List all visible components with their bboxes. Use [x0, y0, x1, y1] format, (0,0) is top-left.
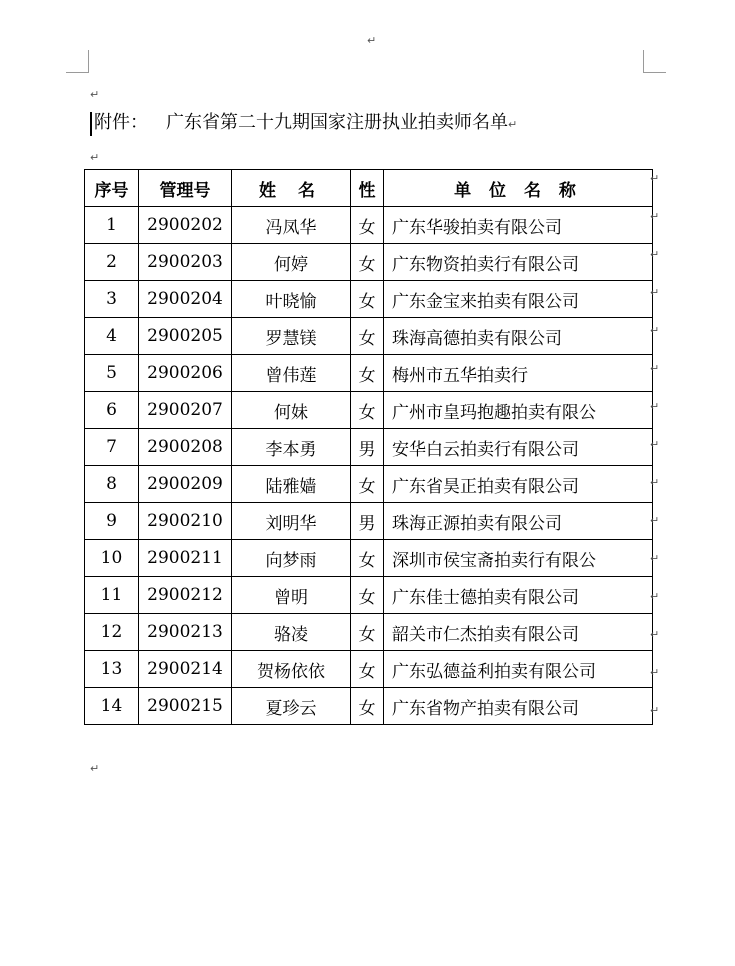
header-paragraph-mark: ↵ [367, 34, 377, 47]
row-end-mark: ↵ [650, 400, 660, 413]
row-sex[interactable]: 男 [351, 503, 384, 540]
table-row [85, 355, 653, 392]
header-sex: 性 [351, 170, 384, 207]
row-index[interactable]: 2 [85, 244, 139, 281]
row-name[interactable]: 陆雅嫱 [232, 466, 351, 503]
row-name[interactable]: 何妹 [232, 392, 351, 429]
row-name[interactable]: 曾伟莲 [232, 355, 351, 392]
table-row [85, 392, 653, 429]
row-end-mark: ↵ [650, 324, 660, 337]
row-sex[interactable]: 男 [351, 429, 384, 466]
row-name[interactable]: 夏珍云 [232, 688, 351, 725]
row-index[interactable]: 4 [85, 318, 139, 355]
row-end-mark: ↵ [650, 590, 660, 603]
header-unit: 单 位 名 称 [384, 170, 653, 207]
row-code[interactable]: 2900205 [139, 318, 232, 355]
row-sex[interactable]: 女 [351, 318, 384, 355]
row-index[interactable]: 3 [85, 281, 139, 318]
table-row [85, 466, 653, 503]
row-code[interactable]: 2900214 [139, 651, 232, 688]
row-index[interactable]: 12 [85, 614, 139, 651]
row-end-mark: ↵ [650, 210, 660, 223]
row-index[interactable]: 5 [85, 355, 139, 392]
row-unit[interactable]: 广州市皇玛抱趣拍卖有限公 [384, 392, 653, 429]
header-code: 管理号 [139, 170, 232, 207]
row-sex[interactable]: 女 [351, 207, 384, 244]
row-sex[interactable]: 女 [351, 651, 384, 688]
row-code[interactable]: 2900207 [139, 392, 232, 429]
margin-corner-top-right [643, 50, 666, 73]
table-row [85, 614, 653, 651]
row-code[interactable]: 2900206 [139, 355, 232, 392]
table-row [85, 577, 653, 614]
header-name: 姓 名 [232, 170, 351, 207]
row-name[interactable]: 骆凌 [232, 614, 351, 651]
row-sex[interactable]: 女 [351, 577, 384, 614]
row-name[interactable]: 向梦雨 [232, 540, 351, 577]
row-sex[interactable]: 女 [351, 281, 384, 318]
row-name[interactable]: 冯凤华 [232, 207, 351, 244]
row-end-mark: ↵ [650, 438, 660, 451]
row-sex[interactable]: 女 [351, 466, 384, 503]
row-unit[interactable]: 安华白云拍卖行有限公司 [384, 429, 653, 466]
table-row [85, 688, 653, 725]
table-header-row [85, 170, 653, 207]
row-sex[interactable]: 女 [351, 688, 384, 725]
row-end-mark: ↵ [650, 514, 660, 527]
row-unit[interactable]: 广东省昊正拍卖有限公司 [384, 466, 653, 503]
row-unit[interactable]: 广东金宝来拍卖有限公司 [384, 281, 653, 318]
row-end-mark: ↵ [650, 666, 660, 679]
row-unit[interactable]: 广东省物产拍卖有限公司 [384, 688, 653, 725]
row-index[interactable]: 8 [85, 466, 139, 503]
row-code[interactable]: 2900202 [139, 207, 232, 244]
row-unit[interactable]: 广东佳士德拍卖有限公司 [384, 577, 653, 614]
row-end-mark: ↵ [650, 552, 660, 565]
row-index[interactable]: 6 [85, 392, 139, 429]
attachment-label: 附件： [94, 112, 148, 133]
row-code[interactable]: 2900210 [139, 503, 232, 540]
row-index[interactable]: 1 [85, 207, 139, 244]
row-code[interactable]: 2900211 [139, 540, 232, 577]
paragraph-mark: ↵ [508, 118, 518, 131]
row-end-mark: ↵ [650, 476, 660, 489]
paragraph-mark: ↵ [90, 151, 100, 164]
row-name[interactable]: 贺杨依依 [232, 651, 351, 688]
row-code[interactable]: 2900204 [139, 281, 232, 318]
table-row [85, 429, 653, 466]
table-row [85, 244, 653, 281]
registrant-table [84, 169, 653, 725]
row-index[interactable]: 9 [85, 503, 139, 540]
row-index[interactable]: 14 [85, 688, 139, 725]
row-name[interactable]: 罗慧镁 [232, 318, 351, 355]
row-end-mark: ↵ [650, 628, 660, 641]
row-unit[interactable]: 珠海高德拍卖有限公司 [384, 318, 653, 355]
row-index[interactable]: 10 [85, 540, 139, 577]
row-sex[interactable]: 女 [351, 355, 384, 392]
row-code[interactable]: 2900212 [139, 577, 232, 614]
paragraph-mark: ↵ [90, 88, 100, 101]
table-row [85, 651, 653, 688]
row-code[interactable]: 2900209 [139, 466, 232, 503]
table-row [85, 281, 653, 318]
row-unit[interactable]: 韶关市仁杰拍卖有限公司 [384, 614, 653, 651]
row-index[interactable]: 11 [85, 577, 139, 614]
row-sex[interactable]: 女 [351, 392, 384, 429]
row-name[interactable]: 刘明华 [232, 503, 351, 540]
row-unit[interactable]: 深圳市侯宝斋拍卖行有限公 [384, 540, 653, 577]
row-end-mark: ↵ [650, 362, 660, 375]
row-unit[interactable]: 梅州市五华拍卖行 [384, 355, 653, 392]
margin-corner-top-left [66, 50, 89, 73]
title-text: 广东省第二十九期国家注册执业拍卖师名单 [166, 112, 508, 133]
table-row [85, 318, 653, 355]
row-end-mark: ↵ [650, 286, 660, 299]
row-name[interactable]: 叶晓愉 [232, 281, 351, 318]
row-sex[interactable]: 女 [351, 244, 384, 281]
row-unit[interactable]: 广东物资拍卖行有限公司 [384, 244, 653, 281]
row-sex[interactable]: 女 [351, 614, 384, 651]
row-unit[interactable]: 珠海正源拍卖有限公司 [384, 503, 653, 540]
row-end-mark: ↵ [650, 172, 660, 185]
row-end-mark: ↵ [650, 248, 660, 261]
row-sex[interactable]: 女 [351, 540, 384, 577]
row-name[interactable]: 李本勇 [232, 429, 351, 466]
row-index[interactable]: 13 [85, 651, 139, 688]
table-row [85, 540, 653, 577]
row-unit[interactable]: 广东华骏拍卖有限公司 [384, 207, 653, 244]
row-end-mark: ↵ [650, 704, 660, 717]
row-name[interactable]: 何婷 [232, 244, 351, 281]
row-code[interactable]: 2900215 [139, 688, 232, 725]
table-row [85, 503, 653, 540]
header-index: 序号 [85, 170, 139, 207]
table-row [85, 207, 653, 244]
row-code[interactable]: 2900213 [139, 614, 232, 651]
row-code[interactable]: 2900203 [139, 244, 232, 281]
paragraph-mark: ↵ [90, 762, 100, 775]
row-index[interactable]: 7 [85, 429, 139, 466]
document-title[interactable] [90, 112, 517, 136]
row-unit[interactable]: 广东弘德益利拍卖有限公司 [384, 651, 653, 688]
row-code[interactable]: 2900208 [139, 429, 232, 466]
row-name[interactable]: 曾明 [232, 577, 351, 614]
